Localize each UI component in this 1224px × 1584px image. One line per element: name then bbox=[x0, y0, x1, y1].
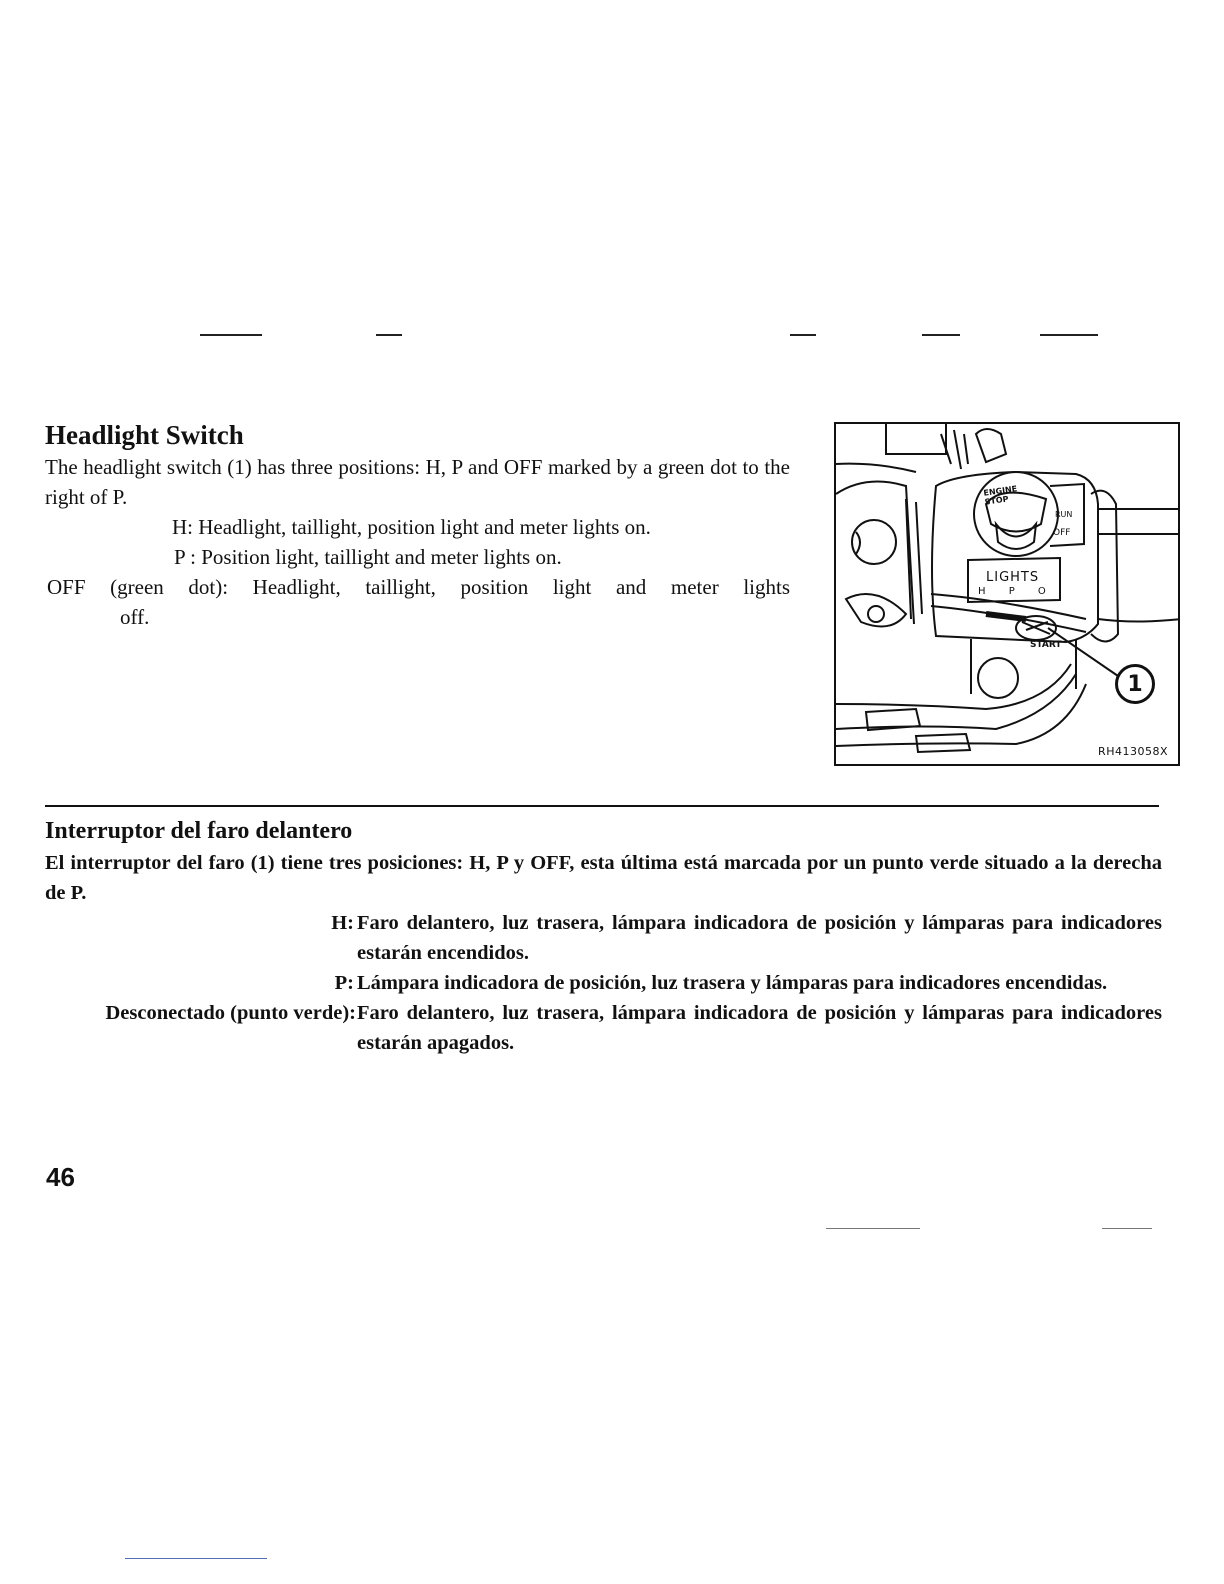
scan-dash bbox=[922, 334, 960, 336]
callout-marker: 1 bbox=[1115, 664, 1155, 704]
scan-dash bbox=[826, 1228, 920, 1229]
spanish-h-description: Faro delantero, luz trasera, lámpara indicadora de posición y lámparas para indicadores estarán encendidos. bbox=[357, 912, 1162, 964]
section-divider bbox=[45, 805, 1159, 807]
english-h-position: H: Headlight, taillight, position light and meter lights on. bbox=[172, 515, 651, 539]
spanish-h-position bbox=[45, 908, 1162, 968]
spanish-body bbox=[45, 848, 1162, 1058]
section-title-spanish: Interruptor del faro delantero bbox=[45, 818, 353, 844]
scan-dash bbox=[376, 334, 402, 336]
spanish-p-term: P: bbox=[334, 972, 354, 994]
scan-dash bbox=[125, 1558, 267, 1559]
spanish-p-position bbox=[45, 968, 1162, 998]
spanish-off-description: Faro delantero, luz trasera, lámpara indicadora de posición y lámparas para indicadores estarán apagados. bbox=[357, 1002, 1162, 1054]
figure-code: RH413058X bbox=[1098, 745, 1168, 758]
scan-dash bbox=[200, 334, 262, 336]
scan-dash bbox=[1102, 1228, 1152, 1229]
headlight-switch-figure bbox=[834, 422, 1180, 766]
spanish-off-position bbox=[45, 998, 1162, 1058]
spanish-off-term: Desconectado (punto verde): bbox=[105, 1002, 356, 1024]
section-title-english: Headlight Switch bbox=[45, 420, 244, 450]
english-off-position bbox=[47, 572, 790, 632]
spanish-h-term: H: bbox=[331, 912, 354, 934]
page-number: 46 bbox=[46, 1162, 75, 1192]
english-p-position: P : Position light, taillight and meter lights on. bbox=[174, 545, 562, 569]
off-label: OFF bbox=[1053, 528, 1071, 538]
scan-dash bbox=[1040, 334, 1098, 336]
engine-stop-label: ENGINE STOP bbox=[982, 484, 1018, 507]
lights-positions-label: H P O bbox=[978, 586, 1056, 597]
run-label: RUN bbox=[1055, 510, 1073, 519]
spanish-p-description: Lámpara indicadora de posición, luz trasera y lámparas para indicadores encendidas. bbox=[357, 972, 1108, 994]
spanish-intro: El interruptor del faro (1) tiene tres posiciones: H, P y OFF, esta última está marcada por un punto verde situado a la derecha de P. bbox=[45, 852, 1162, 904]
english-body bbox=[45, 452, 790, 632]
english-off-line: OFF (green dot): Headlight, taillight, position light and meter lights bbox=[47, 575, 790, 599]
english-off-continuation: off. bbox=[120, 605, 150, 629]
scan-dash bbox=[790, 334, 816, 336]
english-intro: The headlight switch (1) has three positions: H, P and OFF marked by a green dot to the right of P. bbox=[45, 455, 790, 509]
lights-label: LIGHTS bbox=[986, 570, 1040, 585]
start-label: START bbox=[1030, 640, 1062, 650]
